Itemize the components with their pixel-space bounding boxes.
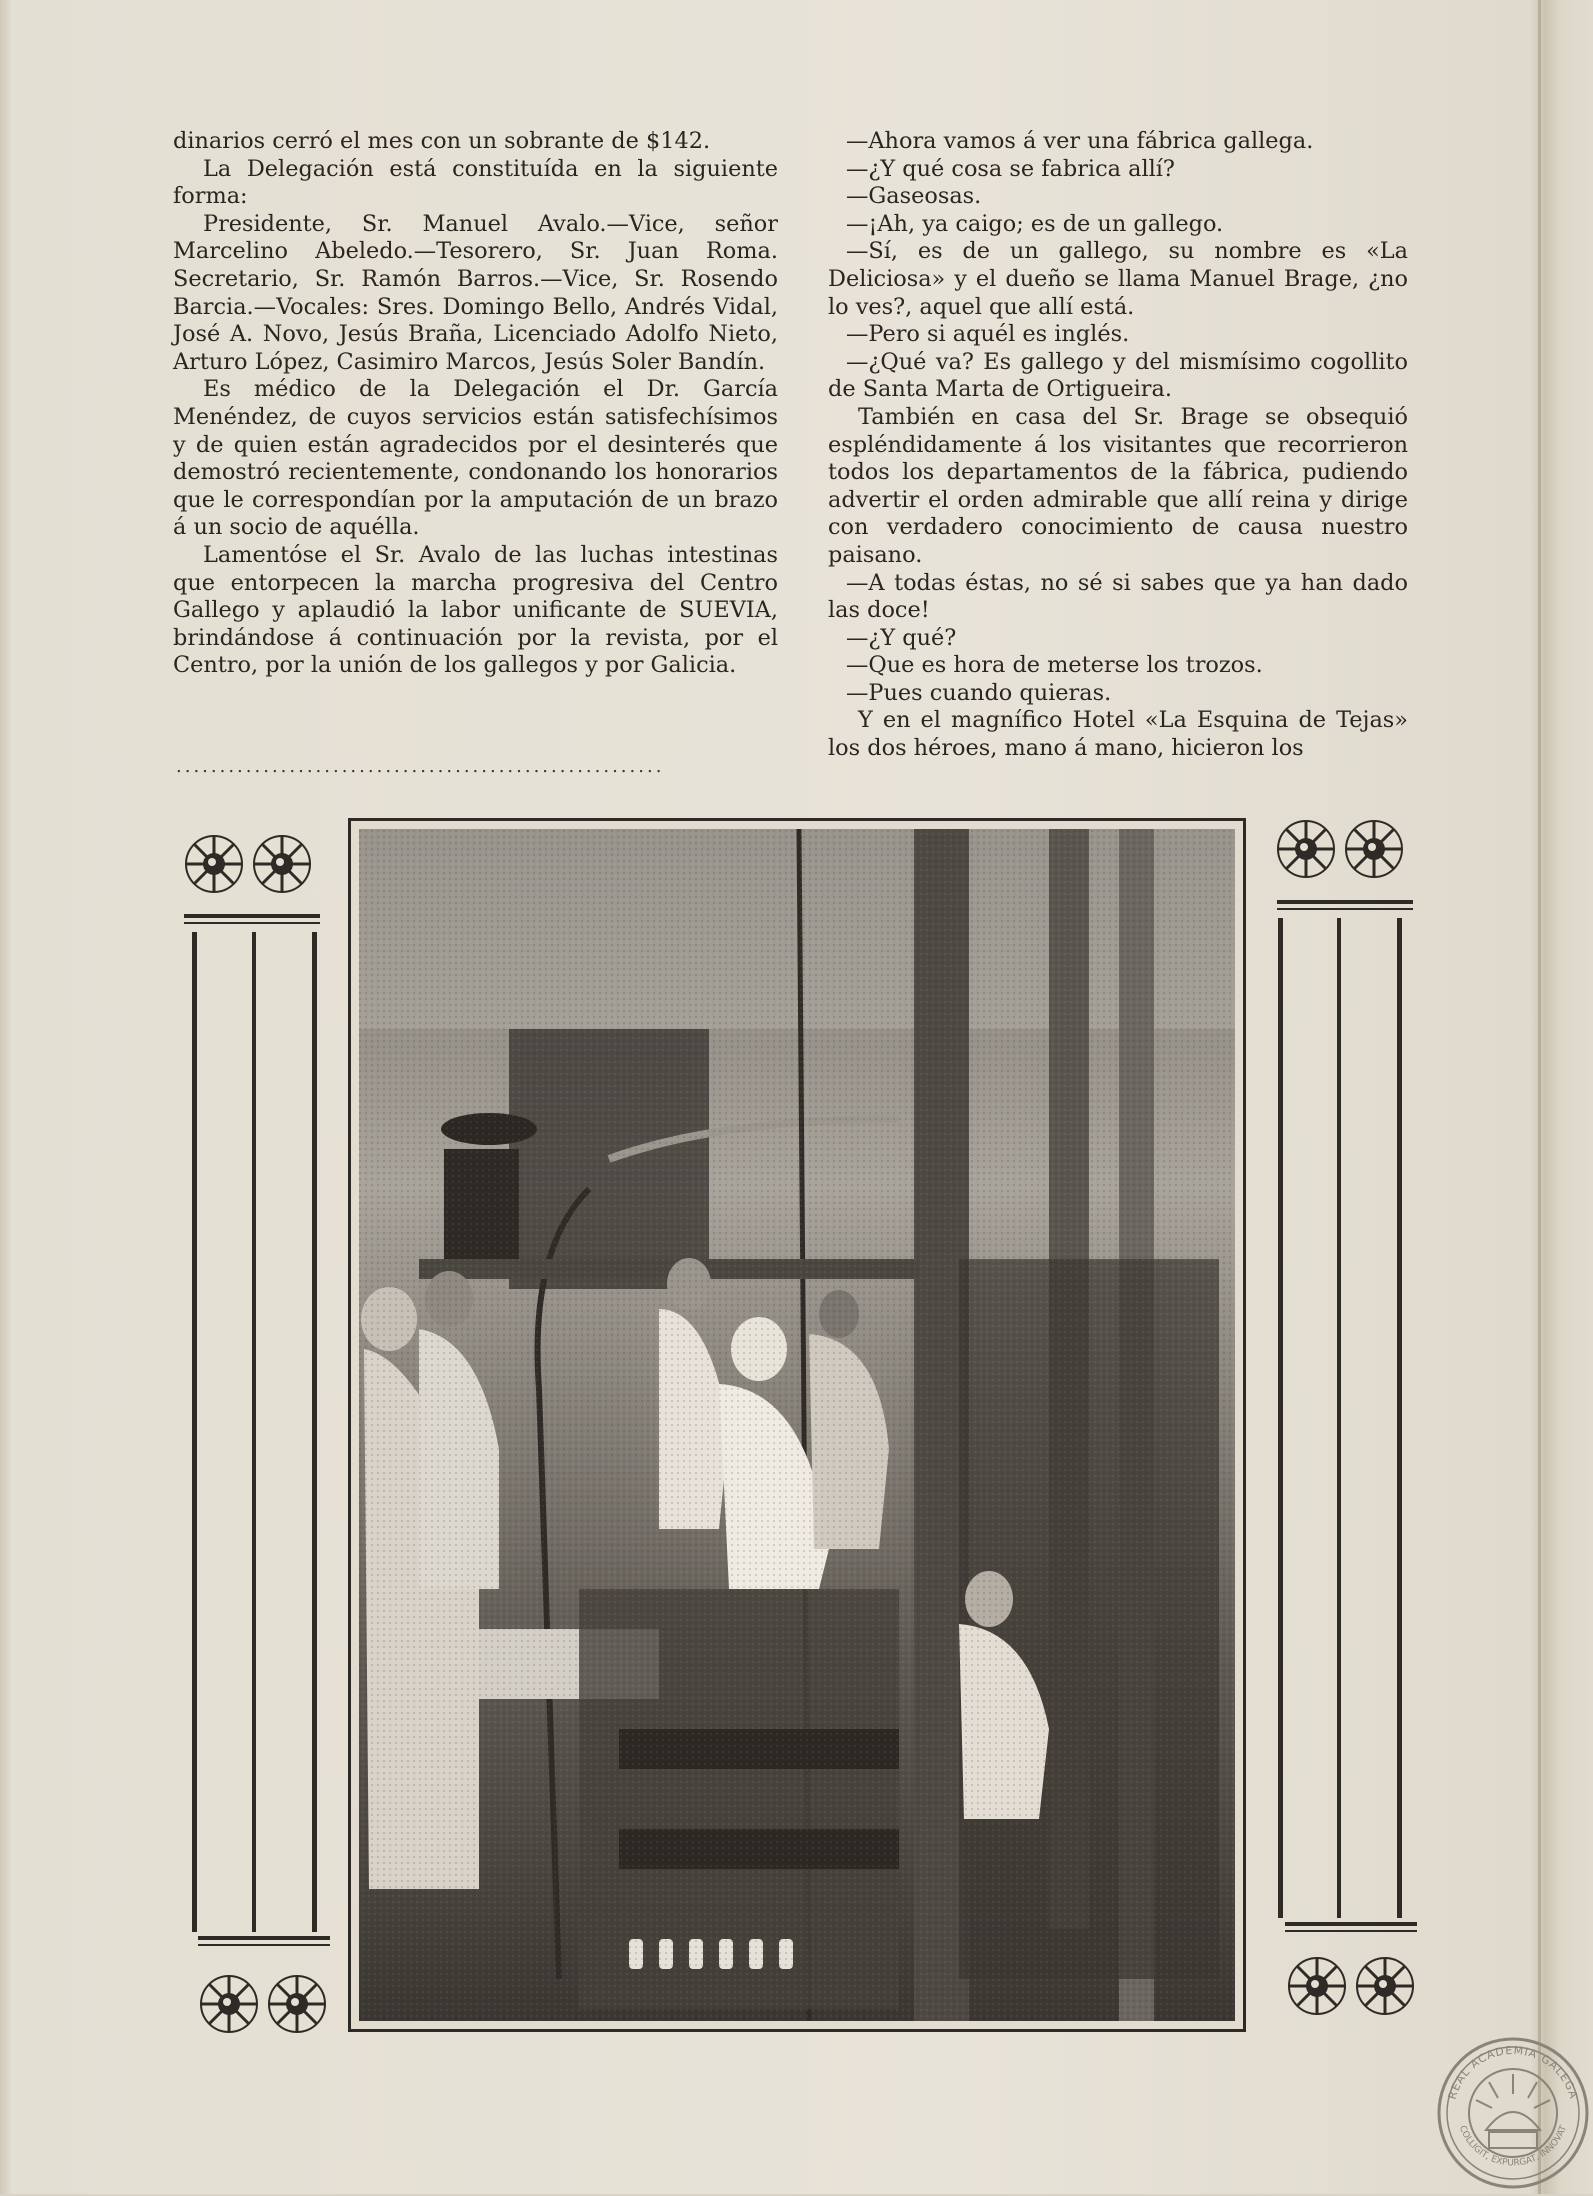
ruled-border-right: [1275, 898, 1425, 1938]
paragraph: —Gaseosas.: [846, 183, 982, 210]
paragraph: —¡Ah, ya caigo; es de un gallego.: [846, 210, 1224, 237]
bottling-machinery-workers-image: [359, 829, 1235, 2021]
svg-text:REAL ACADEMIA GALEGA: REAL ACADEMIA GALEGA: [1445, 2043, 1581, 2101]
flower-ornament-top-right: [1274, 815, 1409, 883]
paragraph: —Que es hora de meterse los trozos.: [846, 652, 1263, 679]
paragraph: Presidente, Sr. Manuel Avalo.—Vice, señor Marcelino Abeledo.—Tesorero, Sr. Juan Roma. Secretario, Sr. Ramón Barros.—Vice, Sr. Rosendo Barcia.—Vocales: Sres. Domingo Bello, Andrés Vidal, José A. Novo, Jesús Braña, Licenciado Adolfo Nieto, Arturo López, Casimiro Marcos, Jesús Soler Bandín.: [173, 210, 778, 375]
academy-seal-stamp: [1434, 2034, 1592, 2192]
paragraph: También en casa del Sr. Brage se obsequió espléndidamente á los visitantes que recorrieron todos los departamentos de la fábrica, pudiendo advertir el orden admirable que allí reina y dirige con verdadero conocimiento de causa nuestro paisano.: [828, 403, 1408, 568]
left-text-column: [173, 128, 778, 680]
paragraph: La Delegación está constituída en la siguiente forma:: [173, 155, 778, 210]
factory-photo: [348, 818, 1246, 2032]
paragraph: —Pues cuando quieras.: [846, 679, 1112, 706]
paragraph: —¿Y qué?: [846, 624, 957, 651]
flower-ornament-bottom-right: [1285, 1952, 1420, 2020]
paragraph: —Pero si aquél es inglés.: [846, 321, 1130, 348]
svg-text:COLLIGIT, EXPURGAT, INNOVAT: COLLIGIT, EXPURGAT, INNOVAT: [1456, 2124, 1570, 2169]
paragraph: Es médico de la Delegación el Dr. García Menéndez, de cuyos servicios están satisfechísimos y de quien están agradecidos por el desinterés que demostró recientemente, condonando los honorarios que le correspondían por la amputación de un brazo á un socio de aquélla.: [173, 376, 778, 541]
dotted-separator: ........................................................: [176, 760, 665, 774]
paragraph: —Sí, es de un gallego, su nombre es «La Deliciosa» y el dueño se llama Manuel Brage, ¿no lo ves?, aquel que allí está.: [828, 238, 1408, 320]
paragraph: —Ahora vamos á ver una fábrica gallega.: [846, 128, 1314, 154]
flower-ornament-bottom-left: [197, 1970, 332, 2038]
paragraph: —¿Qué va? Es gallego y del mismísimo cogollito de Santa Marta de Ortigueira.: [828, 348, 1408, 403]
paragraph: —A todas éstas, no sé si sabes que ya han dado las doce!: [828, 569, 1408, 624]
paragraph: Y en el magnífico Hotel «La Esquina de Tejas» los dos héroes, mano á mano, hicieron los: [828, 707, 1408, 762]
right-text-column: [828, 128, 1408, 763]
ruled-border-left: [182, 912, 332, 1952]
paragraph: —¿Y qué cosa se fabrica allí?: [846, 155, 1175, 182]
flower-ornament-top-left: [182, 830, 317, 898]
page-fold: [1538, 0, 1541, 2194]
paragraph: dinarios cerró el mes con un sobrante de $142.: [173, 128, 711, 154]
paragraph: Lamentóse el Sr. Avalo de las luchas intestinas que entorpecen la marcha progresiva del Centro Gallego y aplaudió la labor unificante de SUEVIA, brindándose á continuación por la revista, por el Centro, por la unión de los gallegos y por Galicia.: [173, 541, 778, 679]
